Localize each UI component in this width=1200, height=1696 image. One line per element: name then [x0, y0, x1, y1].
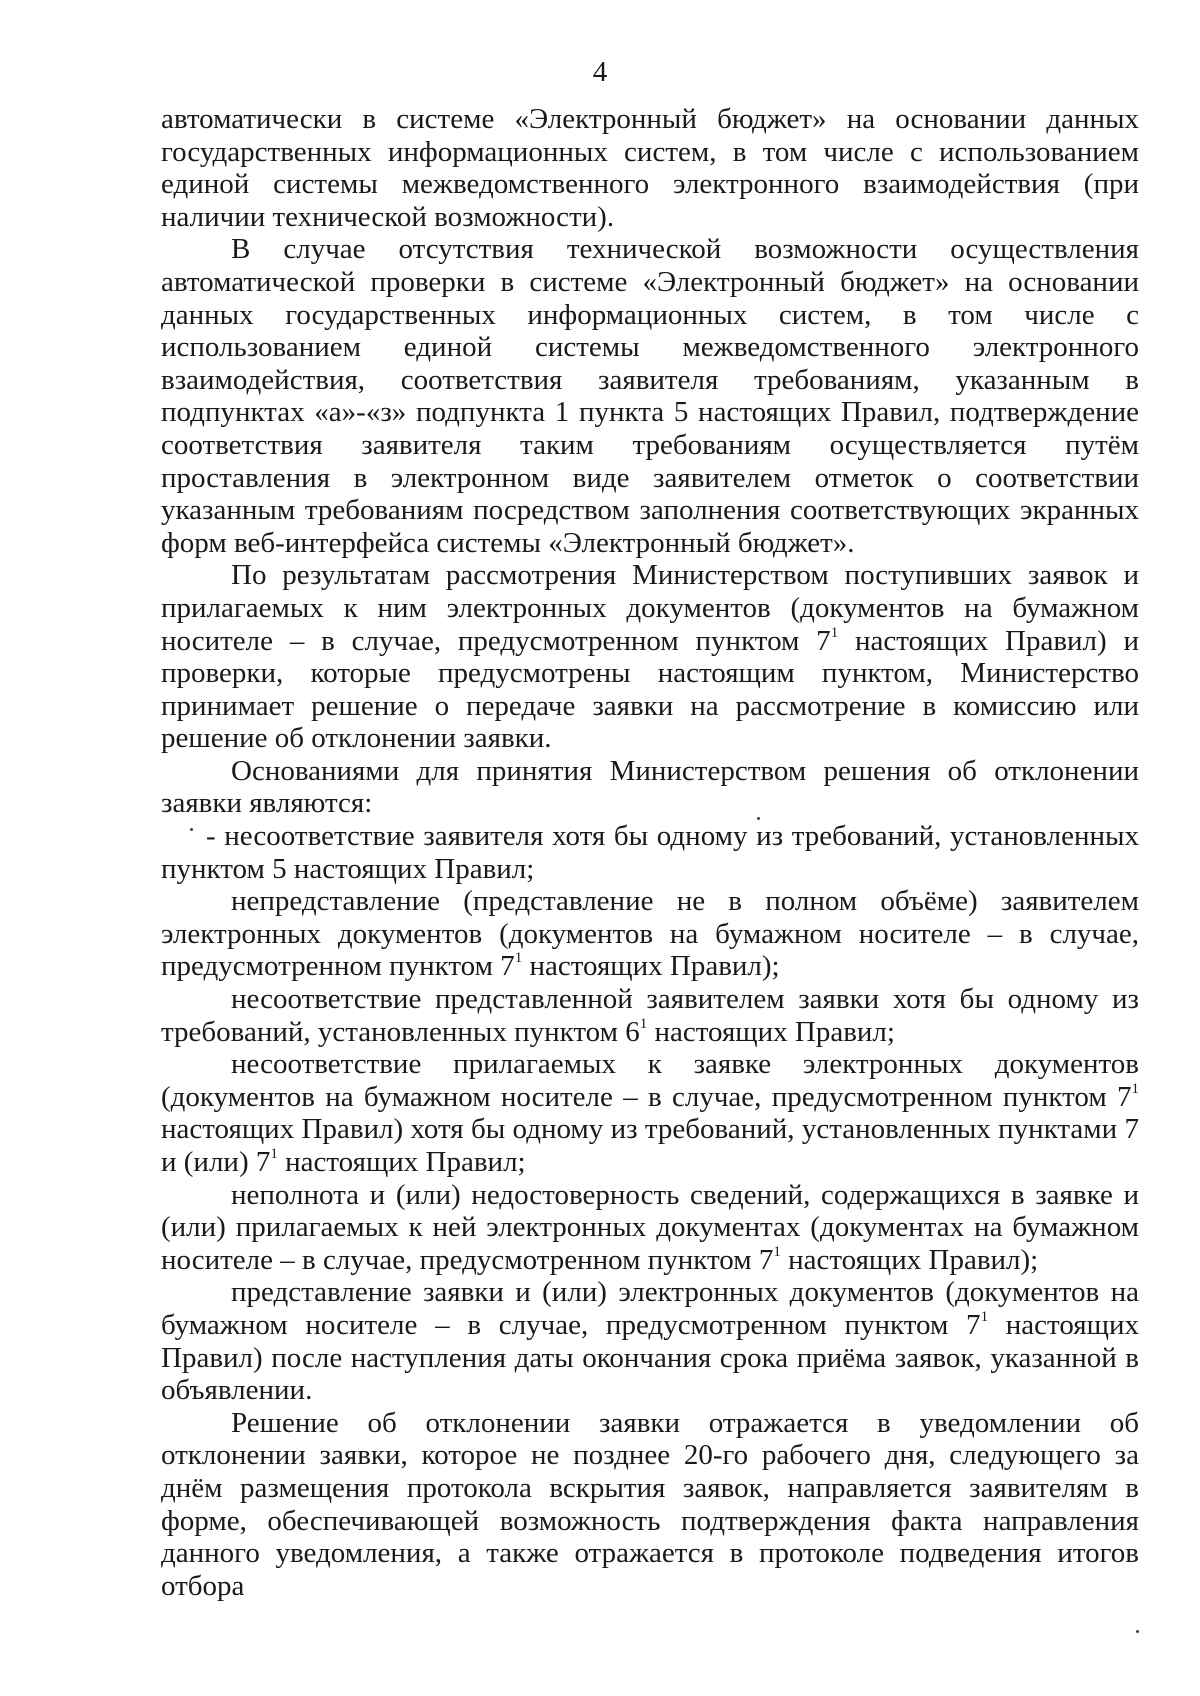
text-run: настоящих Правил;	[647, 1015, 895, 1048]
scan-speck	[190, 828, 193, 831]
paragraph	[161, 103, 1139, 233]
text-run: непредставление (представление не в полном объёме) заявителем электронных документов (документов на бумажном носителе – в случае, предусмотренном пунктом 7	[161, 885, 1139, 983]
superscript: 1	[1131, 1080, 1139, 1097]
paragraph	[161, 1048, 1139, 1178]
paragraph	[161, 559, 1139, 755]
text-run: По результатам рассмотрения Министерством поступивших заявок и прилагаемых к ним электронных документов (документов на бумажном носителе – в случае, предусмотренном пунктом 7	[161, 559, 1139, 657]
text-run: несоответствие прилагаемых к заявке электронных документов (документов на бумажном носителе – в случае, предусмотренном пунктом 7	[161, 1048, 1139, 1113]
text-run: автоматически в системе «Электронный бюджет» на основании данных государственных информационных систем, в том числе с использованием единой системы межведомственного электронного взаимодействия (при наличии технической возможности).	[161, 103, 1139, 233]
paragraph	[161, 820, 1139, 885]
text-run: настоящих Правил;	[277, 1146, 526, 1178]
text-run: неполнота и (или) недостоверность сведений, содержащихся в заявке и (или) прилагаемых к ней электронных документах (документах на бумажном носителе – в случае, предусмотренном пунктом 7	[161, 1178, 1139, 1276]
paragraph	[161, 983, 1139, 1048]
paragraph	[161, 1407, 1139, 1603]
text-run: Решение об отклонении заявки отражается в уведомлении об отклонении заявки, которое не позднее 20-го рабочего дня, следующего за днём размещения протокола вскрытия заявок, направляется заявителям в форме, обеспечивающей возможность подтверждения факта направления данного уведомления, а также отражается в протоколе подведения итогов отбора	[161, 1406, 1139, 1602]
text-run: представление заявки и (или) электронных документов (документов на бумажном носителе – в случае, предусмотренном пунктом 7	[161, 1276, 1139, 1341]
text-run: настоящих Правил) хотя бы одному из требований, установленных пунктами 7 и (или) 7	[161, 1113, 1139, 1178]
text-run: настоящих Правил) и проверки, которые предусмотрены настоящим пунктом, Министерство принимает решение о передаче заявки на рассмотрение в комиссию или решение об отклонении заявки.	[161, 624, 1139, 755]
paragraph	[161, 1276, 1139, 1406]
page-number: 4	[592, 56, 608, 88]
paragraph	[161, 1179, 1139, 1277]
text-run: настоящих Правил);	[522, 950, 780, 983]
scan-speck	[757, 817, 760, 820]
superscript: 1	[980, 1308, 989, 1325]
paragraph	[161, 885, 1139, 983]
scan-speck	[1136, 1630, 1139, 1633]
text-run: В случае отсутствия технической возможности осуществления автоматической проверки в системе «Электронный бюджет» на основании данных государственных информационных систем, в том числе с использованием единой системы межведомственного электронного взаимодействия, соответствия заявителя требованиям, указанным в подпунктах «а»-«з» подпункта 1 пункта 5 настоящих Правил, подтверждение соответствия заявителя таким требованиям осуществляется путём проставления в электронном виде заявителем отметок о соответствии указанным требованиям посредством заполнения соответствующих экранных форм веб-интерфейса системы «Электронный бюджет».	[161, 233, 1139, 559]
text-run: настоящих Правил);	[780, 1243, 1039, 1276]
superscript: 1	[830, 624, 839, 641]
paragraph	[161, 233, 1139, 559]
superscript: 1	[773, 1243, 781, 1260]
superscript: 1	[514, 950, 523, 967]
text-run: Основаниями для принятия Министерством решения об отклонении заявки являются:	[161, 754, 1139, 820]
document-body	[161, 103, 1139, 1602]
text-run: несоответствие представленной заявителем заявки хотя бы одному из требований, установленных пунктом 6	[161, 983, 1139, 1048]
text-run: - несоответствие заявителя хотя бы одному из требований, установленных пунктом 5 настоящих Правил;	[161, 820, 1139, 885]
superscript: 1	[270, 1146, 278, 1162]
superscript: 1	[639, 1015, 648, 1032]
text-run: настоящих Правил) после наступления даты окончания срока приёма заявок, указанной в объявлении.	[161, 1308, 1139, 1407]
paragraph	[161, 755, 1139, 820]
